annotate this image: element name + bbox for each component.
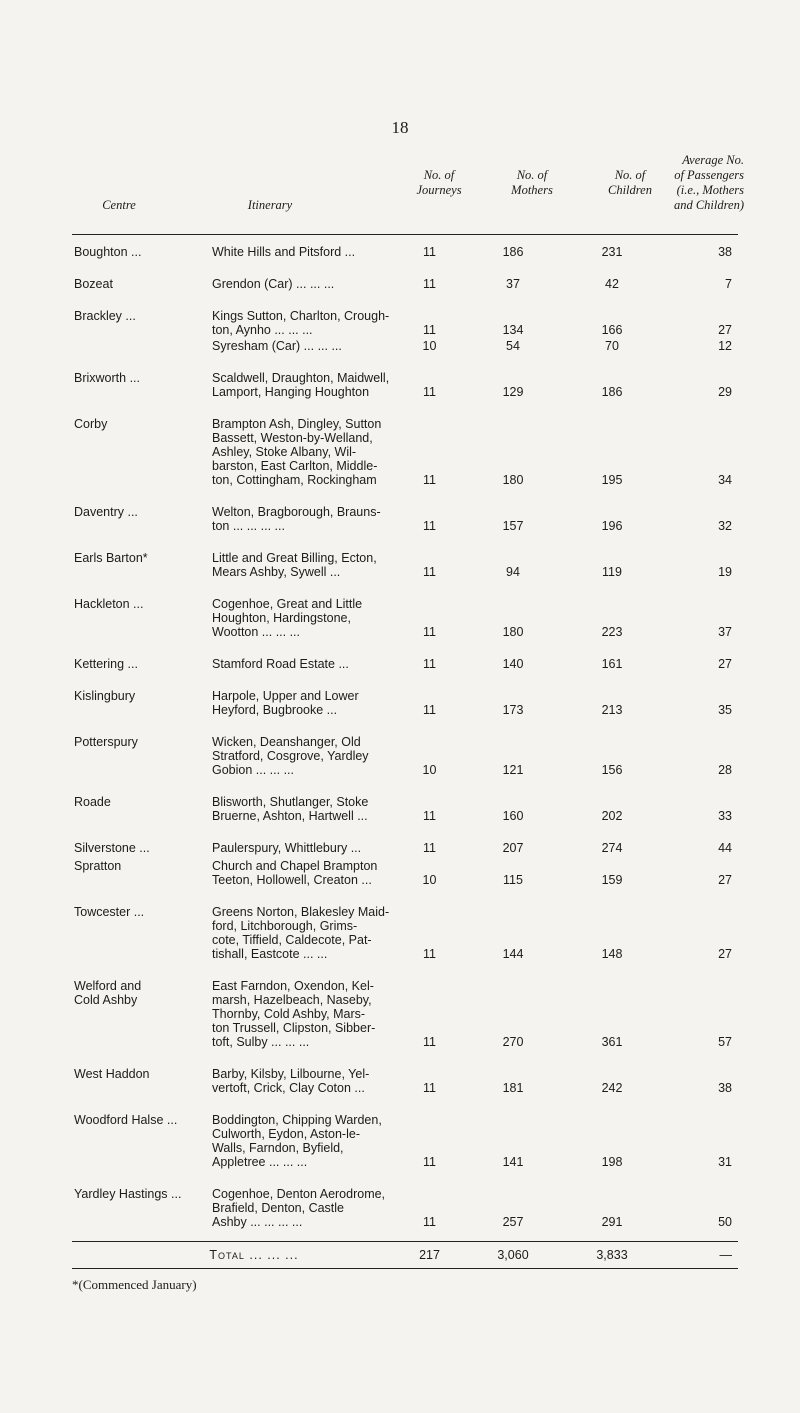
average-cell: 32 xyxy=(718,519,732,533)
table-row xyxy=(72,859,738,887)
itinerary-line: ton ... ... ... ... xyxy=(212,519,285,533)
average-cell: 12 xyxy=(718,339,732,353)
mothers-cell: 54 xyxy=(506,339,520,353)
itinerary-line: Church and Chapel Brampton xyxy=(212,859,378,873)
journeys-cell: 10 xyxy=(422,873,437,887)
itinerary-line: Cogenhoe, Denton Aerodrome, xyxy=(212,1187,386,1201)
centre-name: Welford and xyxy=(74,979,142,993)
itinerary-line: Culworth, Eydon, Aston-le- xyxy=(212,1127,360,1141)
itinerary-cell xyxy=(196,277,396,291)
centre-cell xyxy=(72,339,196,353)
average-cell: 7 xyxy=(725,277,732,291)
table-header xyxy=(72,142,744,235)
itinerary-line: Blisworth, Shutlanger, Stoke xyxy=(212,795,369,809)
average-cell: 38 xyxy=(718,1081,732,1095)
itinerary-cell xyxy=(196,735,396,777)
children-cell: 198 xyxy=(601,1155,623,1169)
table-row xyxy=(72,371,738,399)
mothers-cell: 173 xyxy=(502,703,524,717)
table-row xyxy=(72,979,738,1049)
mothers-cell: 115 xyxy=(503,873,523,887)
table-row xyxy=(72,905,738,961)
itinerary-line: barston, East Carlton, Middle- xyxy=(212,459,378,473)
itinerary-line: Syresham (Car) ... ... ... xyxy=(212,339,342,353)
itinerary-line: Barby, Kilsby, Lilbourne, Yel- xyxy=(212,1067,370,1081)
itinerary-line: Wicken, Deanshanger, Old xyxy=(212,735,361,749)
centre-name: Roade xyxy=(74,795,111,809)
itinerary-cell xyxy=(196,1113,396,1169)
table-row xyxy=(72,551,738,579)
total-label: Total ... ... ... xyxy=(209,1248,299,1262)
centre-cell xyxy=(72,1187,196,1229)
itinerary-cell xyxy=(196,657,396,671)
itinerary-cell xyxy=(196,1067,396,1095)
total-row xyxy=(72,1241,738,1269)
journeys-cell: 11 xyxy=(423,277,436,291)
centre-name: Potterspury xyxy=(74,735,138,749)
average-cell: 33 xyxy=(718,809,732,823)
centre-cell xyxy=(72,245,196,259)
children-cell: 148 xyxy=(601,947,623,961)
itinerary-line: Grendon (Car) ... ... ... xyxy=(212,277,335,291)
average-cell: 27 xyxy=(718,323,732,337)
centre-cell xyxy=(72,417,196,487)
journeys-cell: 11 xyxy=(423,809,436,823)
centre-name: Spratton xyxy=(74,859,122,873)
table-row xyxy=(72,309,738,337)
journeys-cell: 11 xyxy=(423,385,436,399)
itinerary-line: White Hills and Pitsford ... xyxy=(212,245,356,259)
itinerary-line: Harpole, Upper and Lower xyxy=(212,689,359,703)
average-cell: 29 xyxy=(718,385,732,399)
mothers-cell: 186 xyxy=(502,245,524,259)
itinerary-line: Heyford, Bugbrooke ... xyxy=(212,703,338,717)
table-row xyxy=(72,657,738,671)
table-row xyxy=(72,1067,738,1095)
page-number: 18 xyxy=(391,118,409,137)
itinerary-line: Welton, Bragborough, Brauns- xyxy=(212,505,381,519)
itinerary-line: Paulerspury, Whittlebury ... xyxy=(212,841,362,855)
centre-name: Hackleton ... xyxy=(74,597,144,611)
mothers-cell: 180 xyxy=(502,473,524,487)
itinerary-cell xyxy=(196,551,396,579)
children-cell: 42 xyxy=(605,277,619,291)
header-centre: Centre xyxy=(102,198,136,212)
children-cell: 70 xyxy=(605,339,619,353)
mothers-cell: 94 xyxy=(506,565,520,579)
mothers-cell: 140 xyxy=(502,657,524,671)
header-children: No. of Children xyxy=(608,168,652,197)
total-mothers: 3,060 xyxy=(497,1248,529,1262)
journeys-cell: 11 xyxy=(423,473,436,487)
itinerary-line: Bassett, Weston-by-Welland, xyxy=(212,431,373,445)
centre-cell xyxy=(72,1113,196,1169)
centre-name: Corby xyxy=(74,417,108,431)
centre-cell xyxy=(72,979,196,1049)
itinerary-line: Thornby, Cold Ashby, Mars- xyxy=(212,1007,366,1021)
centre-cell xyxy=(72,905,196,961)
total-journeys: 217 xyxy=(419,1248,440,1262)
mothers-cell: 181 xyxy=(502,1081,524,1095)
itinerary-cell xyxy=(196,371,396,399)
centre-cell xyxy=(72,795,196,823)
itinerary-cell xyxy=(196,505,396,533)
table-row xyxy=(72,841,738,855)
average-cell: 28 xyxy=(718,763,732,777)
table-row xyxy=(72,339,738,353)
itinerary-line: Ashby ... ... ... ... xyxy=(212,1215,303,1229)
centre-name: Brixworth ... xyxy=(74,371,140,385)
average-cell: 27 xyxy=(718,947,732,961)
centre-name: Woodford Halse ... xyxy=(74,1113,178,1127)
itinerary-cell xyxy=(196,245,396,259)
journeys-cell: 10 xyxy=(422,339,437,353)
journeys-cell: 11 xyxy=(423,1155,436,1169)
mothers-cell: 180 xyxy=(502,625,524,639)
journeys-cell: 11 xyxy=(423,657,436,671)
itinerary-line: Kings Sutton, Charlton, Crough- xyxy=(212,309,390,323)
journeys-cell: 11 xyxy=(423,947,436,961)
average-cell: 44 xyxy=(718,841,732,855)
itinerary-cell xyxy=(196,795,396,823)
table-row xyxy=(72,245,738,259)
footnote: *(Commenced January) xyxy=(72,1277,197,1292)
centre-cell xyxy=(72,841,196,855)
total-children: 3,833 xyxy=(596,1248,628,1262)
journeys-cell: 11 xyxy=(423,1081,436,1095)
centre-name: Yardley Hastings ... xyxy=(74,1187,182,1201)
centre-cell xyxy=(72,505,196,533)
average-cell: 19 xyxy=(718,565,732,579)
centre-cell xyxy=(72,657,196,671)
centre-name: Cold Ashby xyxy=(74,993,138,1007)
table-row xyxy=(72,1187,738,1229)
average-cell: 34 xyxy=(718,473,732,487)
children-cell: 231 xyxy=(601,245,623,259)
centre-cell xyxy=(72,597,196,639)
mothers-cell: 37 xyxy=(506,277,520,291)
centre-cell xyxy=(72,689,196,717)
children-cell: 361 xyxy=(601,1035,623,1049)
centre-cell xyxy=(72,309,196,337)
centre-name: Brackley ... xyxy=(74,309,136,323)
itinerary-line: Ashley, Stoke Albany, Wil- xyxy=(212,445,357,459)
itinerary-line: Appletree ... ... ... xyxy=(212,1155,308,1169)
itinerary-line: Scaldwell, Draughton, Maidwell, xyxy=(212,371,390,385)
table-row xyxy=(72,735,738,777)
table-row xyxy=(72,1113,738,1169)
itinerary-line: Greens Norton, Blakesley Maid- xyxy=(212,905,390,919)
table-row xyxy=(72,505,738,533)
children-cell: 223 xyxy=(601,625,623,639)
mothers-cell: 141 xyxy=(502,1155,524,1169)
children-cell: 166 xyxy=(601,323,623,337)
itinerary-line: Stratford, Cosgrove, Yardley xyxy=(212,749,369,763)
table-row xyxy=(72,417,738,487)
centre-name: Boughton ... xyxy=(74,245,142,259)
itinerary-cell xyxy=(196,417,396,487)
mothers-cell: 129 xyxy=(502,385,524,399)
header-average: Average No. of Passengers (i.e., Mothers and Children) xyxy=(673,153,744,212)
average-cell: 27 xyxy=(718,873,732,887)
children-cell: 213 xyxy=(601,703,623,717)
passenger-table xyxy=(72,142,744,1269)
itinerary-cell xyxy=(196,689,396,717)
itinerary-line: Mears Ashby, Sywell ... xyxy=(212,565,341,579)
centre-cell xyxy=(72,735,196,777)
children-cell: 186 xyxy=(601,385,623,399)
average-cell: 31 xyxy=(718,1155,732,1169)
journeys-cell: 11 xyxy=(423,841,436,855)
children-cell: 291 xyxy=(601,1215,623,1229)
itinerary-line: ton Trussell, Clipston, Sibber- xyxy=(212,1021,376,1035)
itinerary-line: ton, Aynho ... ... ... xyxy=(212,323,313,337)
itinerary-line: ford, Litchborough, Grims- xyxy=(212,919,358,933)
itinerary-cell xyxy=(196,905,396,961)
itinerary-line: Cogenhoe, Great and Little xyxy=(212,597,363,611)
centre-cell xyxy=(72,277,196,291)
itinerary-cell xyxy=(196,841,396,855)
children-cell: 242 xyxy=(601,1081,623,1095)
itinerary-line: marsh, Hazelbeach, Naseby, xyxy=(212,993,372,1007)
table-row xyxy=(72,689,738,717)
centre-cell xyxy=(72,859,196,887)
centre-name: Earls Barton* xyxy=(74,551,148,565)
average-cell: 27 xyxy=(718,657,732,671)
centre-name: Towcester ... xyxy=(74,905,145,919)
centre-cell xyxy=(72,551,196,579)
itinerary-line: Boddington, Chipping Warden, xyxy=(212,1113,382,1127)
mothers-cell: 144 xyxy=(502,947,524,961)
itinerary-line: Gobion ... ... ... xyxy=(212,763,294,777)
itinerary-line: vertoft, Crick, Clay Coton ... xyxy=(212,1081,365,1095)
journeys-cell: 11 xyxy=(423,1035,436,1049)
children-cell: 156 xyxy=(601,763,623,777)
itinerary-line: Houghton, Hardingstone, xyxy=(212,611,351,625)
average-cell: 35 xyxy=(718,703,732,717)
centre-name: Silverstone ... xyxy=(74,841,150,855)
table-row xyxy=(72,795,738,823)
itinerary-line: Stamford Road Estate ... xyxy=(212,657,349,671)
centre-name: Kislingbury xyxy=(74,689,136,703)
table-body xyxy=(72,235,738,1229)
mothers-cell: 134 xyxy=(502,323,524,337)
itinerary-line: ton, Cottingham, Rockingham xyxy=(212,473,377,487)
header-journeys: No. of Journeys xyxy=(416,168,462,197)
itinerary-cell xyxy=(196,979,396,1049)
mothers-cell: 160 xyxy=(502,809,524,823)
table-row xyxy=(72,277,738,291)
itinerary-cell xyxy=(196,1187,396,1229)
mothers-cell: 157 xyxy=(502,519,524,533)
journeys-cell: 11 xyxy=(423,625,436,639)
mothers-cell: 207 xyxy=(502,841,524,855)
children-cell: 196 xyxy=(601,519,623,533)
itinerary-line: cote, Tiffield, Caldecote, Pat- xyxy=(212,933,372,947)
average-cell: 50 xyxy=(718,1215,732,1229)
journeys-cell: 11 xyxy=(423,1215,436,1229)
mothers-cell: 121 xyxy=(502,763,524,777)
itinerary-line: tishall, Eastcote ... ... xyxy=(212,947,328,961)
mothers-cell: 270 xyxy=(502,1035,524,1049)
centre-name: Kettering ... xyxy=(74,657,138,671)
itinerary-line: toft, Sulby ... ... ... xyxy=(212,1035,310,1049)
journeys-cell: 11 xyxy=(423,245,436,259)
children-cell: 161 xyxy=(601,657,623,671)
mothers-cell: 257 xyxy=(502,1215,524,1229)
journeys-cell: 10 xyxy=(422,763,437,777)
journeys-cell: 11 xyxy=(423,565,436,579)
table-row xyxy=(72,597,738,639)
average-cell: 57 xyxy=(718,1035,732,1049)
itinerary-cell xyxy=(196,309,396,337)
journeys-cell: 11 xyxy=(423,703,436,717)
itinerary-line: Little and Great Billing, Ecton, xyxy=(212,551,377,565)
itinerary-line: Wootton ... ... ... xyxy=(212,625,301,639)
journeys-cell: 11 xyxy=(423,323,436,337)
children-cell: 119 xyxy=(602,565,622,579)
itinerary-line: Bruerne, Ashton, Hartwell ... xyxy=(212,809,368,823)
header-itinerary: Itinerary xyxy=(247,198,293,212)
itinerary-line: East Farndon, Oxendon, Kel- xyxy=(212,979,374,993)
centre-cell xyxy=(72,1067,196,1095)
itinerary-cell xyxy=(196,339,396,353)
children-cell: 195 xyxy=(601,473,623,487)
average-cell: 37 xyxy=(718,625,732,639)
itinerary-line: Brampton Ash, Dingley, Sutton xyxy=(212,417,382,431)
total-average: — xyxy=(719,1248,732,1262)
children-cell: 274 xyxy=(601,841,623,855)
itinerary-cell xyxy=(196,859,396,887)
centre-name: Daventry ... xyxy=(74,505,138,519)
centre-name: West Haddon xyxy=(74,1067,150,1081)
itinerary-cell xyxy=(196,597,396,639)
centre-cell xyxy=(72,371,196,399)
itinerary-line: Teeton, Hollowell, Creaton ... xyxy=(212,873,372,887)
itinerary-line: Walls, Farndon, Byfield, xyxy=(212,1141,344,1155)
children-cell: 202 xyxy=(601,809,623,823)
centre-name: Bozeat xyxy=(74,277,113,291)
average-cell: 38 xyxy=(718,245,732,259)
journeys-cell: 11 xyxy=(423,519,436,533)
itinerary-line: Brafield, Denton, Castle xyxy=(212,1201,345,1215)
children-cell: 159 xyxy=(601,873,623,887)
itinerary-line: Lamport, Hanging Houghton xyxy=(212,385,370,399)
header-mothers: No. of Mothers xyxy=(511,168,553,197)
